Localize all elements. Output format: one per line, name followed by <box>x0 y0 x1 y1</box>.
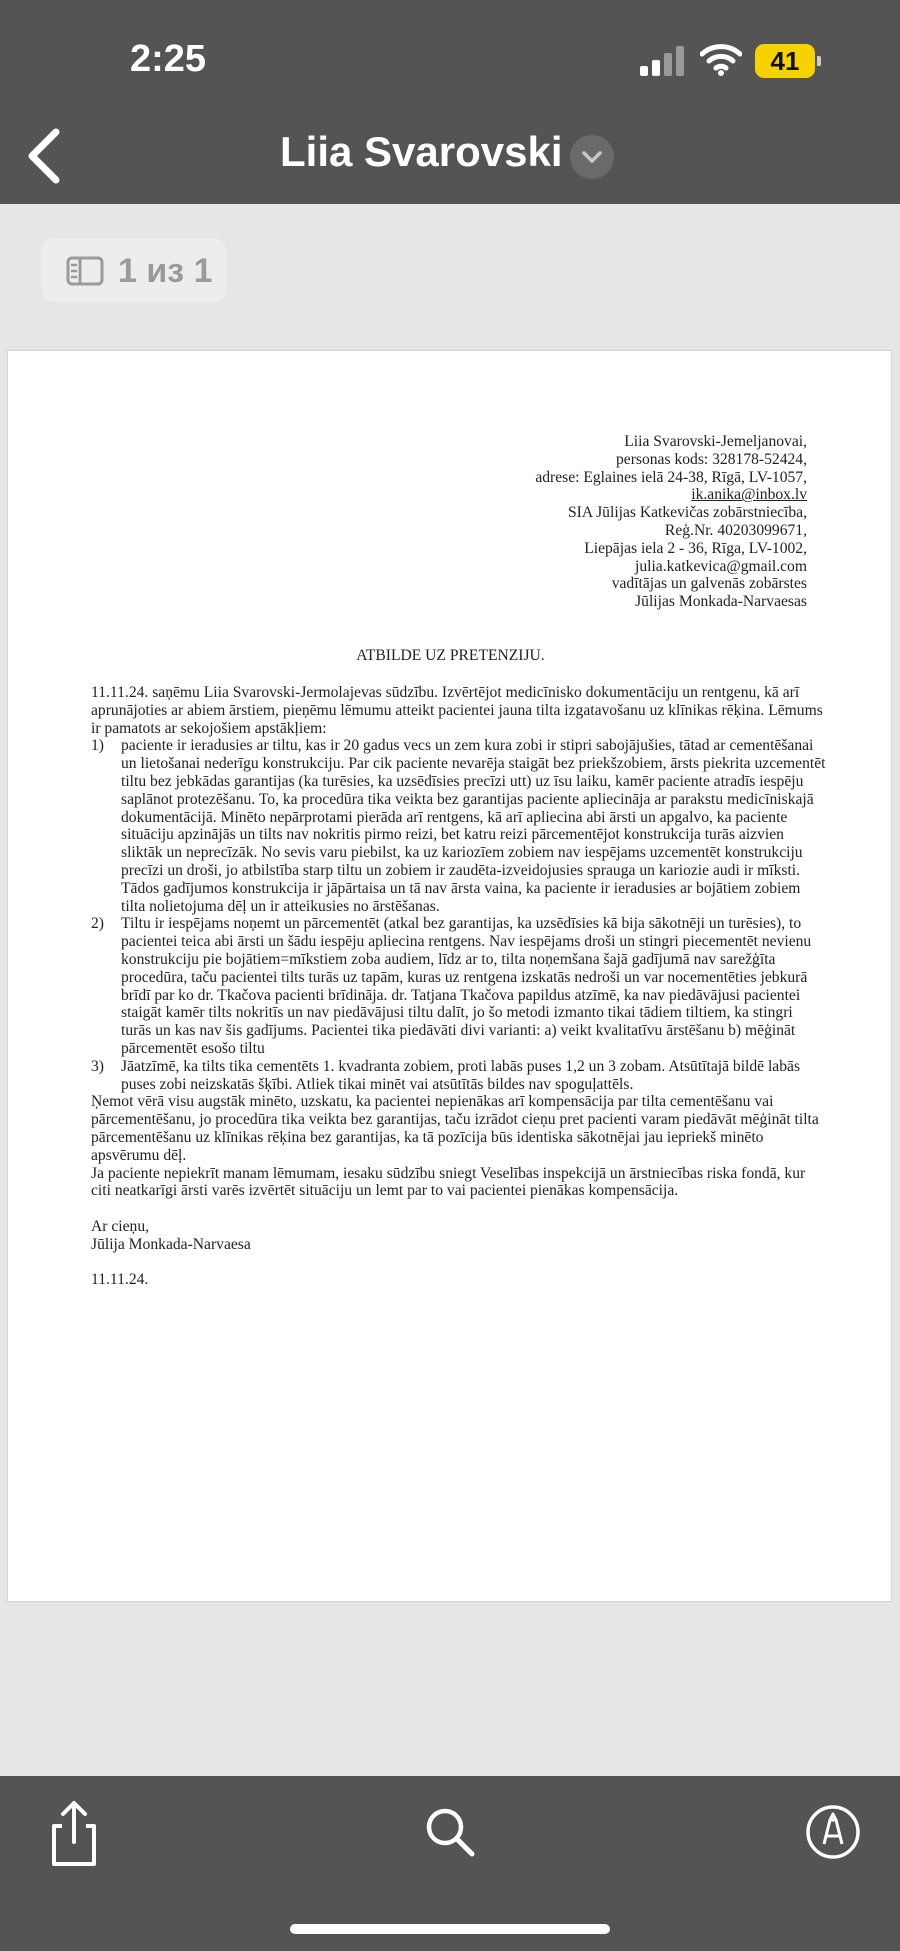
home-indicator <box>290 1924 610 1934</box>
status-time: 2:25 <box>130 38 207 80</box>
address-line: Jūlijas Monkada-Narvaesas <box>635 593 807 611</box>
list-item-text: paciente ir ieradusies ar tiltu, kas ir 20 gadus vecs un zem kura zobi ir stipri sabojājušies, tātad ar cementēšanai un lietošanai nederīgu konstrukciju. Par cik paciente nevarēja staigāt bez priekšzobiem, ārsts piekrita uzcementēt tiltu bez jebkādas garantijas (ka turēsies, ka uzsēdīsies precīzi utt) uz īsu laiku, kamēr paciente atradīs iespēju saplānot protezēšanu. To, ka procedūra tika veikta bez garantijas paciente apliecināja ar parakstu medicīniskajā dokumentācijā. Minēto nepārprotami pierāda arī rentgens, kā arī apliecina abi ārsti un apgalvo, ka paciente situāciju apzinājās un tilts nav nokritis pirmo reizi, bet katru reizi pārcementējot konstrukcija turās aizvien sliktāk un neprecīzāk. No sevis varu piebilst, ka uz kariozīem zobiem nav iespējams uzcementēt konstrukciju precīzi un droši, jo atbilstība starp tiltu un zobiem ir zaudēta-izveidojusies sprauga un kariozie audi ir mīksti. Tādos gadījumos konstrukcija ir jāpārtaisa un tā nav ārsta vaina, ka paciente ir ieradusies ar bojātiem zobiem tilta nolietojuma dēļ un ir atteikusies no ārstēšanas. <box>121 737 826 915</box>
search-icon[interactable] <box>424 1806 476 1858</box>
back-button[interactable] <box>18 122 78 190</box>
chevron-down-icon <box>570 135 614 179</box>
address-line: Reģ.Nr. 40203099671, <box>664 521 807 539</box>
list-item <box>91 1058 826 1094</box>
address-line: personas kods: 328178-52424, <box>615 450 807 468</box>
battery-level: 41 <box>770 46 800 76</box>
cellular-signal-icon <box>638 46 688 76</box>
address-line: adrese: Eglaines ielā 24-38, Rīgā, LV-1057, <box>535 468 807 486</box>
markup-pen-icon[interactable] <box>805 1804 861 1860</box>
document-date: 11.11.24. <box>91 1271 149 1289</box>
address-line: SIA Jūlijas Katkevičas zobārstniecība, <box>567 504 807 522</box>
signoff-greeting: Ar cieņu, <box>91 1217 150 1235</box>
document-title[interactable]: Liia Svarovski <box>280 128 563 175</box>
document-heading: ATBILDE UZ PRETENZIJU. <box>356 647 545 664</box>
conclusion-paragraph: Ņemot vērā visu augstāk minēto, uzskatu, ka pacientei nepienākas arī kompensācija par tilta cementēšanu vai pārcementēšanu, jo procedūra tika veikta bez garantijas, taču izrādot cieņu pret pacienti varam piedāvāt mēģināt tilta pārcementēšanu uz klīnikas rēķina bez garantijas, ka tā pozīcija būs identiska sākotnējai jau iepriekš minēto apsvērumu dēļ. <box>91 1093 819 1164</box>
sidebar-icon <box>66 256 104 286</box>
address-line: julia.katkevica@gmail.com <box>635 557 807 575</box>
list-item <box>91 915 826 1057</box>
address-line: Liepājas iela 2 - 36, Rīga, LV-1002, <box>584 539 807 557</box>
list-item-text: Jāatzīmē, ka tilts tika cementēts 1. kvadranta zobiem, proti labās puses 1,2 un 3 zobam. Atsūtītajā bildē labās puses zobi neizskatās šķībi. Atliek tikai minēt vai atsūtītās bildes nav spoguļattēls. <box>121 1057 801 1093</box>
signoff-name: Jūlija Monkada-Narvaesa <box>91 1235 251 1253</box>
document-body <box>91 684 826 1289</box>
address-line: Liia Svarovski-Jemeljanovai, <box>624 433 807 450</box>
title-menu-button[interactable] <box>570 135 614 179</box>
list-item-number: 1) <box>91 737 104 755</box>
email-link[interactable]: ik.anika@inbox.lv <box>691 486 807 504</box>
list-item-number: 2) <box>91 915 104 933</box>
page-indicator-button[interactable] <box>42 238 226 302</box>
navigation-bar <box>0 0 900 204</box>
wifi-icon <box>700 42 742 76</box>
share-icon[interactable] <box>44 1798 104 1870</box>
intro-paragraph: 11.11.24. saņēmu Liia Svarovski-Jermolajevas sūdzību. Izvērtējot medicīnisko dokumentāciju un rentgenu, kā arī aprunājoties ar abiem ārstiem, pieņēmu lēmumu atteikt pacientei jauna tilta izgatavošanu uz klīnikas rēķina. Lēmums ir pamatots ar sekojošiem apstākļiem: <box>91 684 823 737</box>
list-item-number: 3) <box>91 1057 104 1075</box>
bottom-toolbar <box>0 1776 900 1951</box>
battery-indicator <box>755 44 821 78</box>
list-item-text: Tiltu ir iespējams noņemt un pārcementēt (atkal bez garantijas, ka uzsēdīsies kā bija sākotnēji un turēsies), to pacientei teica abi ārsti un šādu iespēju apliecina rentgens. Nav iespējams droši un stingri piecementēt nevienu konstrukciju pie bojātiem=mīkstiem zoba audiem, līdz ar to, tilta noņemšana šajā gadījumā nav sarežģīta procedūra, taču pacientei tilts turās uz tapām, kuras uz rentgena izskatās nedroši un var nocementēties jebkurā brīdī par ko dr. Tkačova pacienti brīdināja. dr. Tatjana Tkačova papildus atzīmē, ka nav piedāvājusi pacientei staigāt kamēr tilts nokritīs un nav piedāvājusi tiltu dalīt, jo šo metodi izmanto tikai tādiem tiltiem, ka stingri turās un kas nav šis gadījums. Pacientei tika piedāvāti divi varianti: a) veikt kvalitatīvu ārstēšanu b) mēģināt pārcementēt esošo tiltu <box>121 915 812 1057</box>
appeal-paragraph: Ja paciente nepiekrīt manam lēmumam, iesaku sūdzību sniegt Veselības inspekcijā un ārstniecības riska fondā, kur citi neatkarīgi ārsti varēs izvērtēt situāciju un lemt par to vai pacientei pienākas kompensācija. <box>91 1164 806 1200</box>
address-line: vadītājas un galvenās zobārstes <box>611 575 807 593</box>
page-count-label: 1 из 1 <box>118 252 213 290</box>
document-page[interactable] <box>7 350 892 1602</box>
list-item <box>91 737 826 915</box>
address-block <box>535 433 807 611</box>
